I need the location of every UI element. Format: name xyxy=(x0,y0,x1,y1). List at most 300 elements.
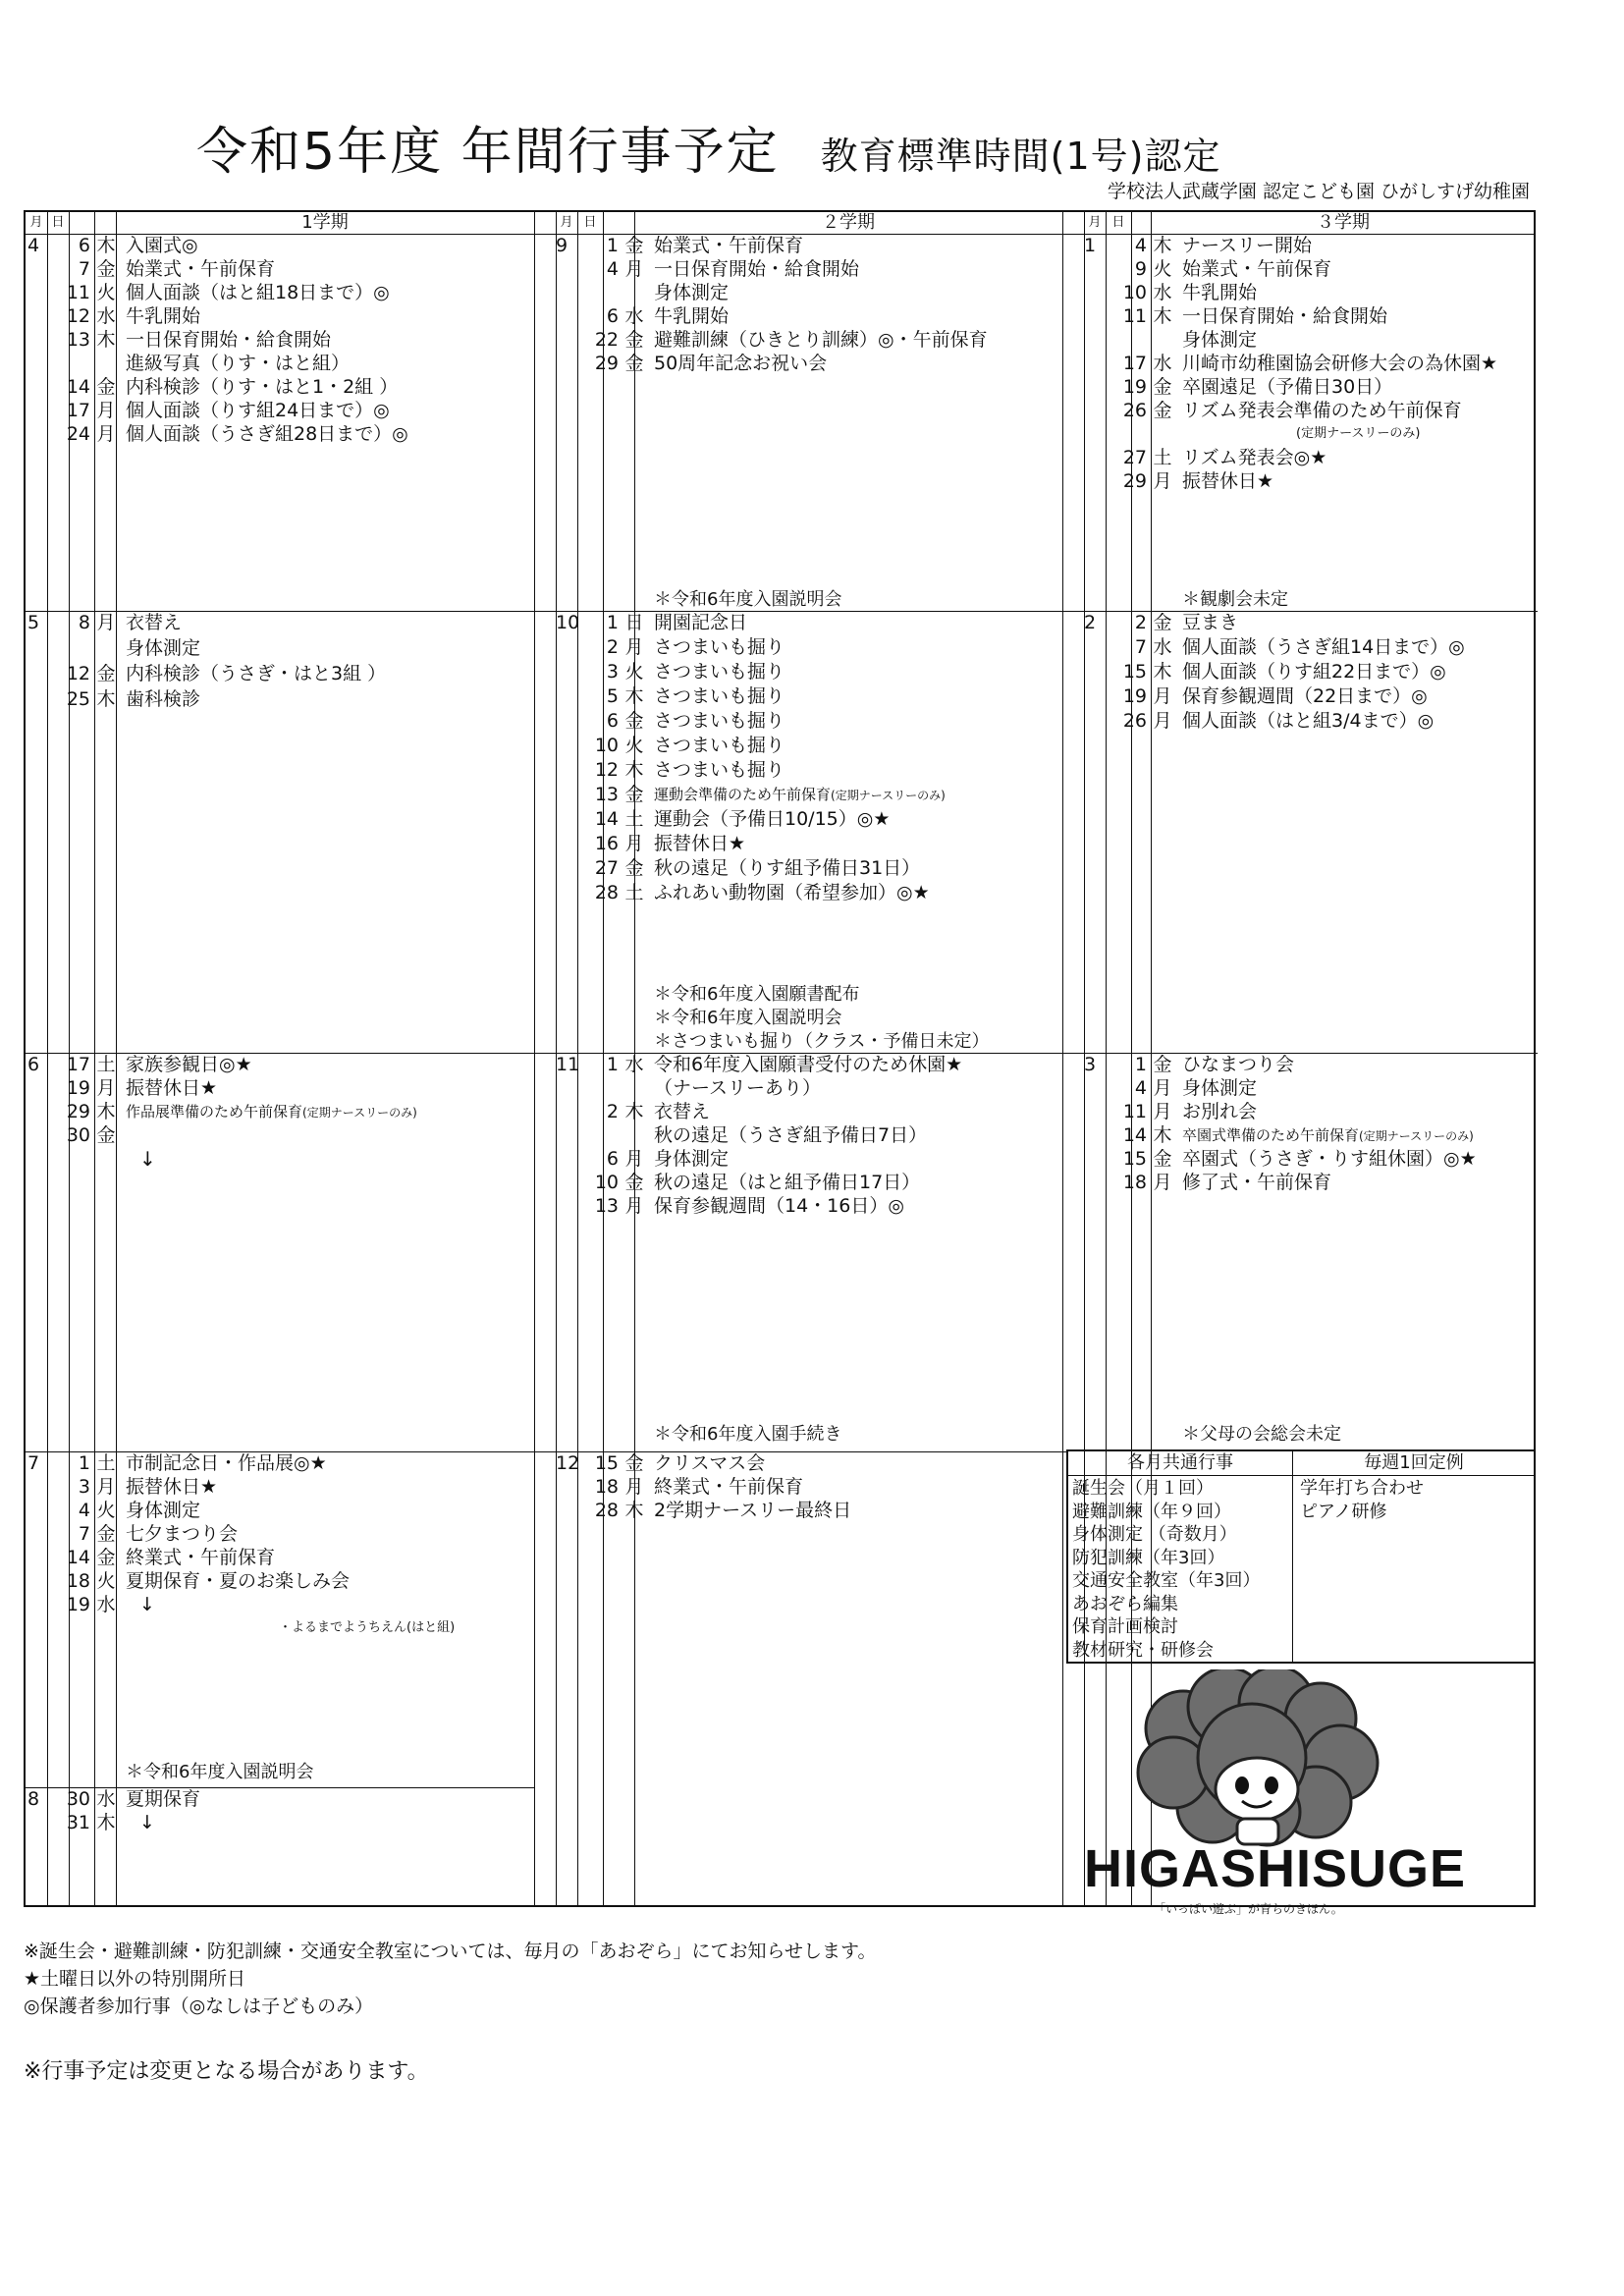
event-day: 19 xyxy=(66,1594,90,1615)
event-weekday: 金 xyxy=(624,1172,644,1193)
event-weekday: 火 xyxy=(1153,258,1172,280)
event-weekday: 月 xyxy=(96,1476,116,1498)
event-day: 3 xyxy=(78,1476,90,1498)
event-weekday: 土 xyxy=(96,1452,116,1474)
event-row xyxy=(24,1076,530,1100)
event-text: リズム発表会◎★ xyxy=(1182,447,1327,468)
event-day: 11 xyxy=(1122,1101,1147,1122)
event-row xyxy=(1080,469,1536,493)
event-day: 4 xyxy=(1134,235,1147,256)
event-day: 26 xyxy=(1122,710,1147,732)
event-month: 1 xyxy=(1084,235,1097,256)
event-day: 14 xyxy=(66,1547,90,1568)
event-row xyxy=(24,636,530,660)
event-day: 25 xyxy=(66,688,90,710)
event-weekday: 金 xyxy=(1153,1054,1172,1075)
schedule-note: ＊令和6年度入園説明会 xyxy=(654,1008,842,1028)
event-day: 18 xyxy=(594,1476,619,1498)
event-text: 振替休日★ xyxy=(126,1476,218,1498)
event-month: 10 xyxy=(556,612,580,633)
event-month: 8 xyxy=(27,1788,40,1810)
event-text: 牛乳開始 xyxy=(654,305,730,327)
event-row xyxy=(24,1147,530,1171)
event-text: 始業式・午前保育 xyxy=(126,258,276,280)
event-text: 振替休日★ xyxy=(654,833,746,854)
event-row xyxy=(1080,1076,1536,1100)
event-text: 身体測定 xyxy=(654,282,730,303)
schedule-note: ＊令和6年度入園手続き xyxy=(654,1424,842,1445)
schedule-note: ＊観劇会未定 xyxy=(1182,589,1288,610)
event-weekday: 水 xyxy=(1153,636,1172,658)
event-weekday: 月 xyxy=(96,1077,116,1099)
event-weekday: 水 xyxy=(624,1054,644,1075)
event-weekday: 月 xyxy=(1153,1077,1172,1099)
event-weekday: 金 xyxy=(96,1547,116,1568)
event-day: 15 xyxy=(1122,1148,1147,1170)
event-text: 牛乳開始 xyxy=(126,305,201,327)
brand-wordmark: HIGASHISUGE xyxy=(1084,1839,1467,1898)
event-weekday: 金 xyxy=(624,710,644,732)
event-row xyxy=(1080,684,1536,708)
event-text: 2学期ナースリー最終日 xyxy=(654,1500,852,1521)
event-text: さつまいも掘り xyxy=(654,661,785,683)
event-row xyxy=(552,783,1037,806)
event-row xyxy=(1080,352,1536,375)
event-row xyxy=(552,881,1037,904)
event-weekday: 月 xyxy=(624,636,644,658)
event-text: 個人面談（はと組18日まで）◎ xyxy=(126,282,390,303)
event-row xyxy=(24,328,530,352)
event-text: 始業式・午前保育 xyxy=(654,235,804,256)
event-row xyxy=(552,758,1037,782)
event-row xyxy=(1080,446,1536,469)
event-weekday: 水 xyxy=(96,1788,116,1810)
event-day: 15 xyxy=(594,1452,619,1474)
event-row xyxy=(1080,709,1536,733)
common-monthly-item: 避難訓練（年９回） xyxy=(1072,1501,1231,1522)
event-weekday: 木 xyxy=(96,235,116,256)
event-row xyxy=(24,687,530,711)
event-row xyxy=(24,1593,530,1616)
event-weekday: 火 xyxy=(96,1500,116,1521)
event-weekday: 火 xyxy=(624,661,644,683)
event-row xyxy=(24,1475,530,1499)
event-day: 28 xyxy=(594,1500,619,1521)
event-text: 身体測定 xyxy=(1182,329,1258,351)
event-row xyxy=(1080,422,1536,446)
event-text: 避難訓練（ひきとり訓練）◎・午前保育 xyxy=(654,329,988,351)
event-day: 4 xyxy=(606,258,619,280)
event-weekday: 月 xyxy=(96,612,116,633)
event-text: 内科検診（りす・はと1・2組 ） xyxy=(126,376,399,398)
event-text: 令和6年度入園願書受付のため休園★ xyxy=(654,1054,963,1075)
event-day: 5 xyxy=(606,685,619,707)
event-row xyxy=(24,1499,530,1522)
event-day: 24 xyxy=(66,423,90,445)
event-day: 29 xyxy=(594,353,619,374)
event-weekday: 水 xyxy=(96,1594,116,1615)
event-row xyxy=(24,234,530,257)
event-day: 30 xyxy=(66,1788,90,1810)
event-month: 11 xyxy=(556,1054,580,1075)
event-row xyxy=(1080,660,1536,683)
event-row xyxy=(24,1451,530,1475)
event-text: ナースリー開始 xyxy=(1182,235,1313,256)
event-month: 6 xyxy=(27,1054,40,1075)
weekly-regular-header: 毎週1回定例 xyxy=(1364,1452,1464,1473)
event-text: 50周年記念お祝い会 xyxy=(654,353,828,374)
event-row xyxy=(1080,375,1536,399)
event-text: 振替休日★ xyxy=(1182,470,1274,492)
event-row xyxy=(1080,399,1536,422)
event-row xyxy=(1080,257,1536,281)
event-text: 卒園式（うさぎ・りす組休園）◎★ xyxy=(1182,1148,1477,1170)
event-weekday: 月 xyxy=(1153,685,1172,707)
event-text: ↓ xyxy=(139,1812,155,1833)
event-day: 9 xyxy=(1134,258,1147,280)
event-day: 2 xyxy=(1134,612,1147,633)
event-row xyxy=(552,328,1037,352)
event-text: 個人面談（はと組3/4まで）◎ xyxy=(1182,710,1435,732)
common-monthly-item: あおぞら編集 xyxy=(1072,1593,1178,1614)
legend-line-3: ◎保護者参加行事（◎なしは子どものみ） xyxy=(24,1995,374,2017)
event-row xyxy=(552,684,1037,708)
event-day: 17 xyxy=(66,1054,90,1075)
event-day: 16 xyxy=(594,833,619,854)
event-day: 10 xyxy=(594,1172,619,1193)
common-monthly-item: 防犯訓練（年3回） xyxy=(1072,1547,1225,1568)
event-weekday: 月 xyxy=(624,258,644,280)
event-text: 牛乳開始 xyxy=(1182,282,1258,303)
event-day: 10 xyxy=(1122,282,1147,303)
event-month: 9 xyxy=(556,235,568,256)
event-weekday: 土 xyxy=(624,808,644,830)
header-term2: ２学期 xyxy=(822,212,875,233)
event-weekday: 水 xyxy=(624,305,644,327)
event-day: 31 xyxy=(66,1812,90,1833)
event-weekday: 金 xyxy=(96,258,116,280)
event-day: 1 xyxy=(606,235,619,256)
event-text: 個人面談（りす組22日まで）◎ xyxy=(1182,661,1446,683)
page-subtitle: 教育標準時間(1号)認定 xyxy=(820,135,1221,178)
event-day: 1 xyxy=(1134,1054,1147,1075)
schedule-note: ＊父母の会総会未定 xyxy=(1182,1424,1341,1445)
event-text: 個人面談（うさぎ組14日まで）◎ xyxy=(1182,636,1465,658)
event-day: 15 xyxy=(1122,661,1147,683)
event-weekday: 水 xyxy=(96,305,116,327)
event-day: 7 xyxy=(78,258,90,280)
header-month-1: 月 xyxy=(29,215,43,230)
event-weekday: 金 xyxy=(1153,1148,1172,1170)
event-text: リズム発表会準備のため午前保育 xyxy=(1182,400,1462,421)
event-weekday: 火 xyxy=(96,1570,116,1592)
page-title: 令和5年度 年間行事予定 教育標準時間(1号)認定 xyxy=(196,123,1221,182)
event-note: (定期ナースリーのみ) xyxy=(302,1106,417,1120)
event-row xyxy=(1080,1147,1536,1171)
event-text: 秋の遠足（りす組予備日31日） xyxy=(654,857,921,879)
event-text: 進級写真（りす・はと組） xyxy=(126,353,351,374)
event-row xyxy=(552,234,1037,257)
event-day: 12 xyxy=(66,663,90,684)
event-weekday: 木 xyxy=(1153,305,1172,327)
event-row xyxy=(1080,1053,1536,1076)
event-day: 19 xyxy=(1122,376,1147,398)
event-weekday: 月 xyxy=(624,833,644,854)
common-monthly-item: 保育計画検討 xyxy=(1072,1616,1178,1637)
event-row xyxy=(552,1147,1037,1171)
event-text: 市制記念日・作品展◎★ xyxy=(126,1452,327,1474)
event-weekday: 木 xyxy=(96,688,116,710)
event-weekday: 木 xyxy=(1153,235,1172,256)
event-weekday: 金 xyxy=(96,1124,116,1146)
header-day-1: 日 xyxy=(51,215,65,230)
event-text: 身体測定 xyxy=(1182,1077,1258,1099)
event-row xyxy=(552,352,1037,375)
event-text: 卒園遠足（予備日30日） xyxy=(1182,376,1393,398)
event-day: 17 xyxy=(66,400,90,421)
event-row xyxy=(24,1123,530,1147)
event-text: さつまいも掘り xyxy=(654,735,785,756)
event-text: 個人面談（うさぎ組28日まで）◎ xyxy=(126,423,408,445)
event-weekday: 金 xyxy=(96,376,116,398)
event-text: 衣替え xyxy=(126,612,183,633)
event-row xyxy=(552,856,1037,880)
event-text: (定期ナースリーのみ) xyxy=(1296,426,1421,441)
event-day: 6 xyxy=(606,305,619,327)
common-events-box xyxy=(1066,1449,1536,1664)
event-text: さつまいも掘り xyxy=(654,759,785,781)
event-row xyxy=(24,1811,530,1834)
event-row xyxy=(552,807,1037,831)
event-text: ・よるまでようちえん(はと組) xyxy=(279,1620,456,1635)
event-text: 運動会準備のため午前保育(定期ナースリーのみ) xyxy=(654,786,946,803)
event-day: 4 xyxy=(1134,1077,1147,1099)
event-weekday: 木 xyxy=(1153,661,1172,683)
event-text: 身体測定 xyxy=(126,637,201,659)
event-row xyxy=(1080,635,1536,659)
event-row xyxy=(1080,1123,1536,1147)
event-weekday: 木 xyxy=(624,685,644,707)
event-text: ↓ xyxy=(139,1147,156,1171)
header-day-2: 日 xyxy=(583,215,597,230)
event-text: 終業式・午前保育 xyxy=(654,1476,804,1498)
event-weekday: 金 xyxy=(1153,612,1172,633)
schedule-note: ＊令和6年度入園説明会 xyxy=(654,589,842,610)
event-text: 保育参観週間（14・16日）◎ xyxy=(654,1195,904,1217)
event-weekday: 火 xyxy=(624,735,644,756)
event-row xyxy=(24,352,530,375)
event-day: 18 xyxy=(66,1570,90,1592)
event-day: 30 xyxy=(66,1124,90,1146)
event-text: 豆まき xyxy=(1182,612,1239,633)
event-day: 11 xyxy=(66,282,90,303)
event-row xyxy=(24,611,530,634)
schedule-note: ＊さつまいも掘り（クラス・予備日未定） xyxy=(654,1031,990,1052)
event-text: 身体測定 xyxy=(654,1148,730,1170)
event-day: 19 xyxy=(1122,685,1147,707)
header-day-3: 日 xyxy=(1111,215,1125,230)
event-month: 7 xyxy=(27,1452,40,1474)
event-day: 7 xyxy=(78,1523,90,1545)
event-text: ひなまつり会 xyxy=(1182,1054,1295,1075)
event-day: 19 xyxy=(66,1077,90,1099)
header-term1: 1学期 xyxy=(301,212,349,233)
event-row xyxy=(552,304,1037,328)
event-text: 身体測定 xyxy=(126,1500,201,1521)
schedule-note: ＊令和6年度入園願書配布 xyxy=(654,984,860,1005)
event-weekday: 木 xyxy=(624,759,644,781)
event-weekday: 金 xyxy=(624,857,644,879)
event-day: 6 xyxy=(606,1148,619,1170)
event-text: さつまいも掘り xyxy=(654,636,785,658)
event-day: 12 xyxy=(594,759,619,781)
event-day: 29 xyxy=(1122,470,1147,492)
event-row xyxy=(552,1171,1037,1194)
event-month: 4 xyxy=(27,235,40,256)
brand-tagline: 「いっぱい遊ぶ」が育ちのきほん。 xyxy=(1154,1902,1343,1916)
event-text: 振替休日★ xyxy=(126,1077,218,1099)
event-day: 1 xyxy=(606,612,619,633)
event-row xyxy=(24,1522,530,1546)
event-row xyxy=(552,1123,1037,1147)
event-row xyxy=(24,304,530,328)
event-row xyxy=(24,1616,530,1640)
weekly-regular-item: ピアノ研修 xyxy=(1300,1501,1387,1522)
header-term3: ３学期 xyxy=(1317,212,1370,233)
event-day: 14 xyxy=(1122,1124,1147,1146)
header-month-2: 月 xyxy=(560,215,573,230)
event-text: 入園式◎ xyxy=(126,235,198,256)
event-weekday: 月 xyxy=(624,1148,644,1170)
event-text: 卒園式準備のため午前保育(定期ナースリーのみ) xyxy=(1182,1126,1474,1144)
event-row xyxy=(24,662,530,685)
event-day: 4 xyxy=(78,1500,90,1521)
event-day: 26 xyxy=(1122,400,1147,421)
event-text: 始業式・午前保育 xyxy=(1182,258,1332,280)
event-day: 14 xyxy=(66,376,90,398)
event-text: クリスマス会 xyxy=(654,1452,766,1474)
event-row xyxy=(24,422,530,446)
event-text: 保育参観週間（22日まで）◎ xyxy=(1182,685,1428,707)
event-day: 18 xyxy=(1122,1172,1147,1193)
event-text: 衣替え xyxy=(654,1101,711,1122)
event-row xyxy=(1080,328,1536,352)
legend-line-1: ※誕生会・避難訓練・防犯訓練・交通安全教室については、毎月の「あおぞら」にてお知らせします。 xyxy=(24,1941,877,1962)
event-weekday: 月 xyxy=(1153,710,1172,732)
event-text: 夏期保育 xyxy=(126,1788,201,1810)
event-day: 22 xyxy=(594,329,619,351)
event-text: 運動会（予備日10/15）◎★ xyxy=(654,808,891,830)
event-weekday: 金 xyxy=(96,1523,116,1545)
event-text: 一日保育開始・給食開始 xyxy=(1182,305,1388,327)
event-row xyxy=(552,611,1037,634)
event-weekday: 木 xyxy=(96,1101,116,1122)
common-monthly-item: 教材研究・研修会 xyxy=(1072,1639,1214,1661)
event-day: 14 xyxy=(594,808,619,830)
event-day: 27 xyxy=(594,857,619,879)
event-row xyxy=(552,734,1037,757)
weekly-regular-item: 学年打ち合わせ xyxy=(1300,1478,1424,1499)
event-weekday: 月 xyxy=(1153,1172,1172,1193)
event-day: 12 xyxy=(66,305,90,327)
event-weekday: 土 xyxy=(624,882,644,903)
event-text: 個人面談（りす組24日まで）◎ xyxy=(126,400,390,421)
event-weekday: 木 xyxy=(96,1812,116,1833)
event-row xyxy=(1080,611,1536,634)
event-row xyxy=(552,1499,1037,1522)
event-day: 13 xyxy=(594,1195,619,1217)
event-row xyxy=(552,832,1037,855)
event-note: (定期ナースリーのみ) xyxy=(831,789,946,802)
event-weekday: 月 xyxy=(624,1195,644,1217)
event-text: お別れ会 xyxy=(1182,1101,1258,1122)
event-text: 作品展準備のため午前保育(定期ナースリーのみ) xyxy=(126,1103,417,1121)
event-month: 5 xyxy=(27,612,40,633)
event-weekday: 金 xyxy=(624,235,644,256)
event-row xyxy=(24,1053,530,1076)
event-row xyxy=(24,257,530,281)
event-text: 開園記念日 xyxy=(654,612,748,633)
event-row xyxy=(24,1546,530,1569)
event-day: 13 xyxy=(66,329,90,351)
event-text: 歯科検診 xyxy=(126,688,201,710)
event-weekday: 木 xyxy=(624,1101,644,1122)
event-row xyxy=(552,1475,1037,1499)
event-day: 8 xyxy=(78,612,90,633)
event-weekday: 金 xyxy=(624,1452,644,1474)
event-day: 27 xyxy=(1122,447,1147,468)
event-row xyxy=(552,1100,1037,1123)
event-text: 七夕まつり会 xyxy=(126,1523,239,1545)
event-weekday: 月 xyxy=(624,1476,644,1498)
event-weekday: 木 xyxy=(1153,1124,1172,1146)
event-text: 家族参観日◎★ xyxy=(126,1054,252,1075)
event-weekday: 月 xyxy=(96,400,116,421)
event-weekday: 火 xyxy=(96,282,116,303)
event-month: 12 xyxy=(556,1452,580,1474)
event-weekday: 木 xyxy=(624,1500,644,1521)
event-row xyxy=(24,375,530,399)
event-text: 川崎市幼稚園協会研修大会の為休園★ xyxy=(1182,353,1498,374)
event-weekday: 土 xyxy=(96,1054,116,1075)
schedule-note: ＊令和6年度入園説明会 xyxy=(126,1762,314,1782)
event-month: 2 xyxy=(1084,612,1097,633)
event-text: （ナースリーあり） xyxy=(654,1077,822,1099)
event-row xyxy=(24,281,530,304)
common-monthly-item: 交通安全教室（年3回） xyxy=(1072,1570,1261,1591)
event-day: 17 xyxy=(1122,353,1147,374)
event-weekday: 日 xyxy=(624,612,644,633)
event-text: 修了式・午前保育 xyxy=(1182,1172,1332,1193)
event-row xyxy=(552,709,1037,733)
event-month: 3 xyxy=(1084,1054,1097,1075)
event-weekday: 金 xyxy=(624,784,644,805)
event-row xyxy=(552,1053,1037,1076)
event-day: 2 xyxy=(606,1101,619,1122)
event-row xyxy=(552,281,1037,304)
school-name: 学校法人武蔵学園 認定こども園 ひがしすげ幼稚園 xyxy=(1107,181,1530,202)
event-weekday: 土 xyxy=(1153,447,1172,468)
event-weekday: 金 xyxy=(1153,400,1172,421)
event-text: 内科検診（うさぎ・はと3組 ） xyxy=(126,663,387,684)
event-row xyxy=(552,257,1037,281)
event-row xyxy=(1080,1171,1536,1194)
event-text: 一日保育開始・給食開始 xyxy=(654,258,860,280)
event-row xyxy=(1080,304,1536,328)
event-weekday: 金 xyxy=(1153,376,1172,398)
event-text: ↓ xyxy=(139,1594,155,1615)
event-text: さつまいも掘り xyxy=(654,710,785,732)
